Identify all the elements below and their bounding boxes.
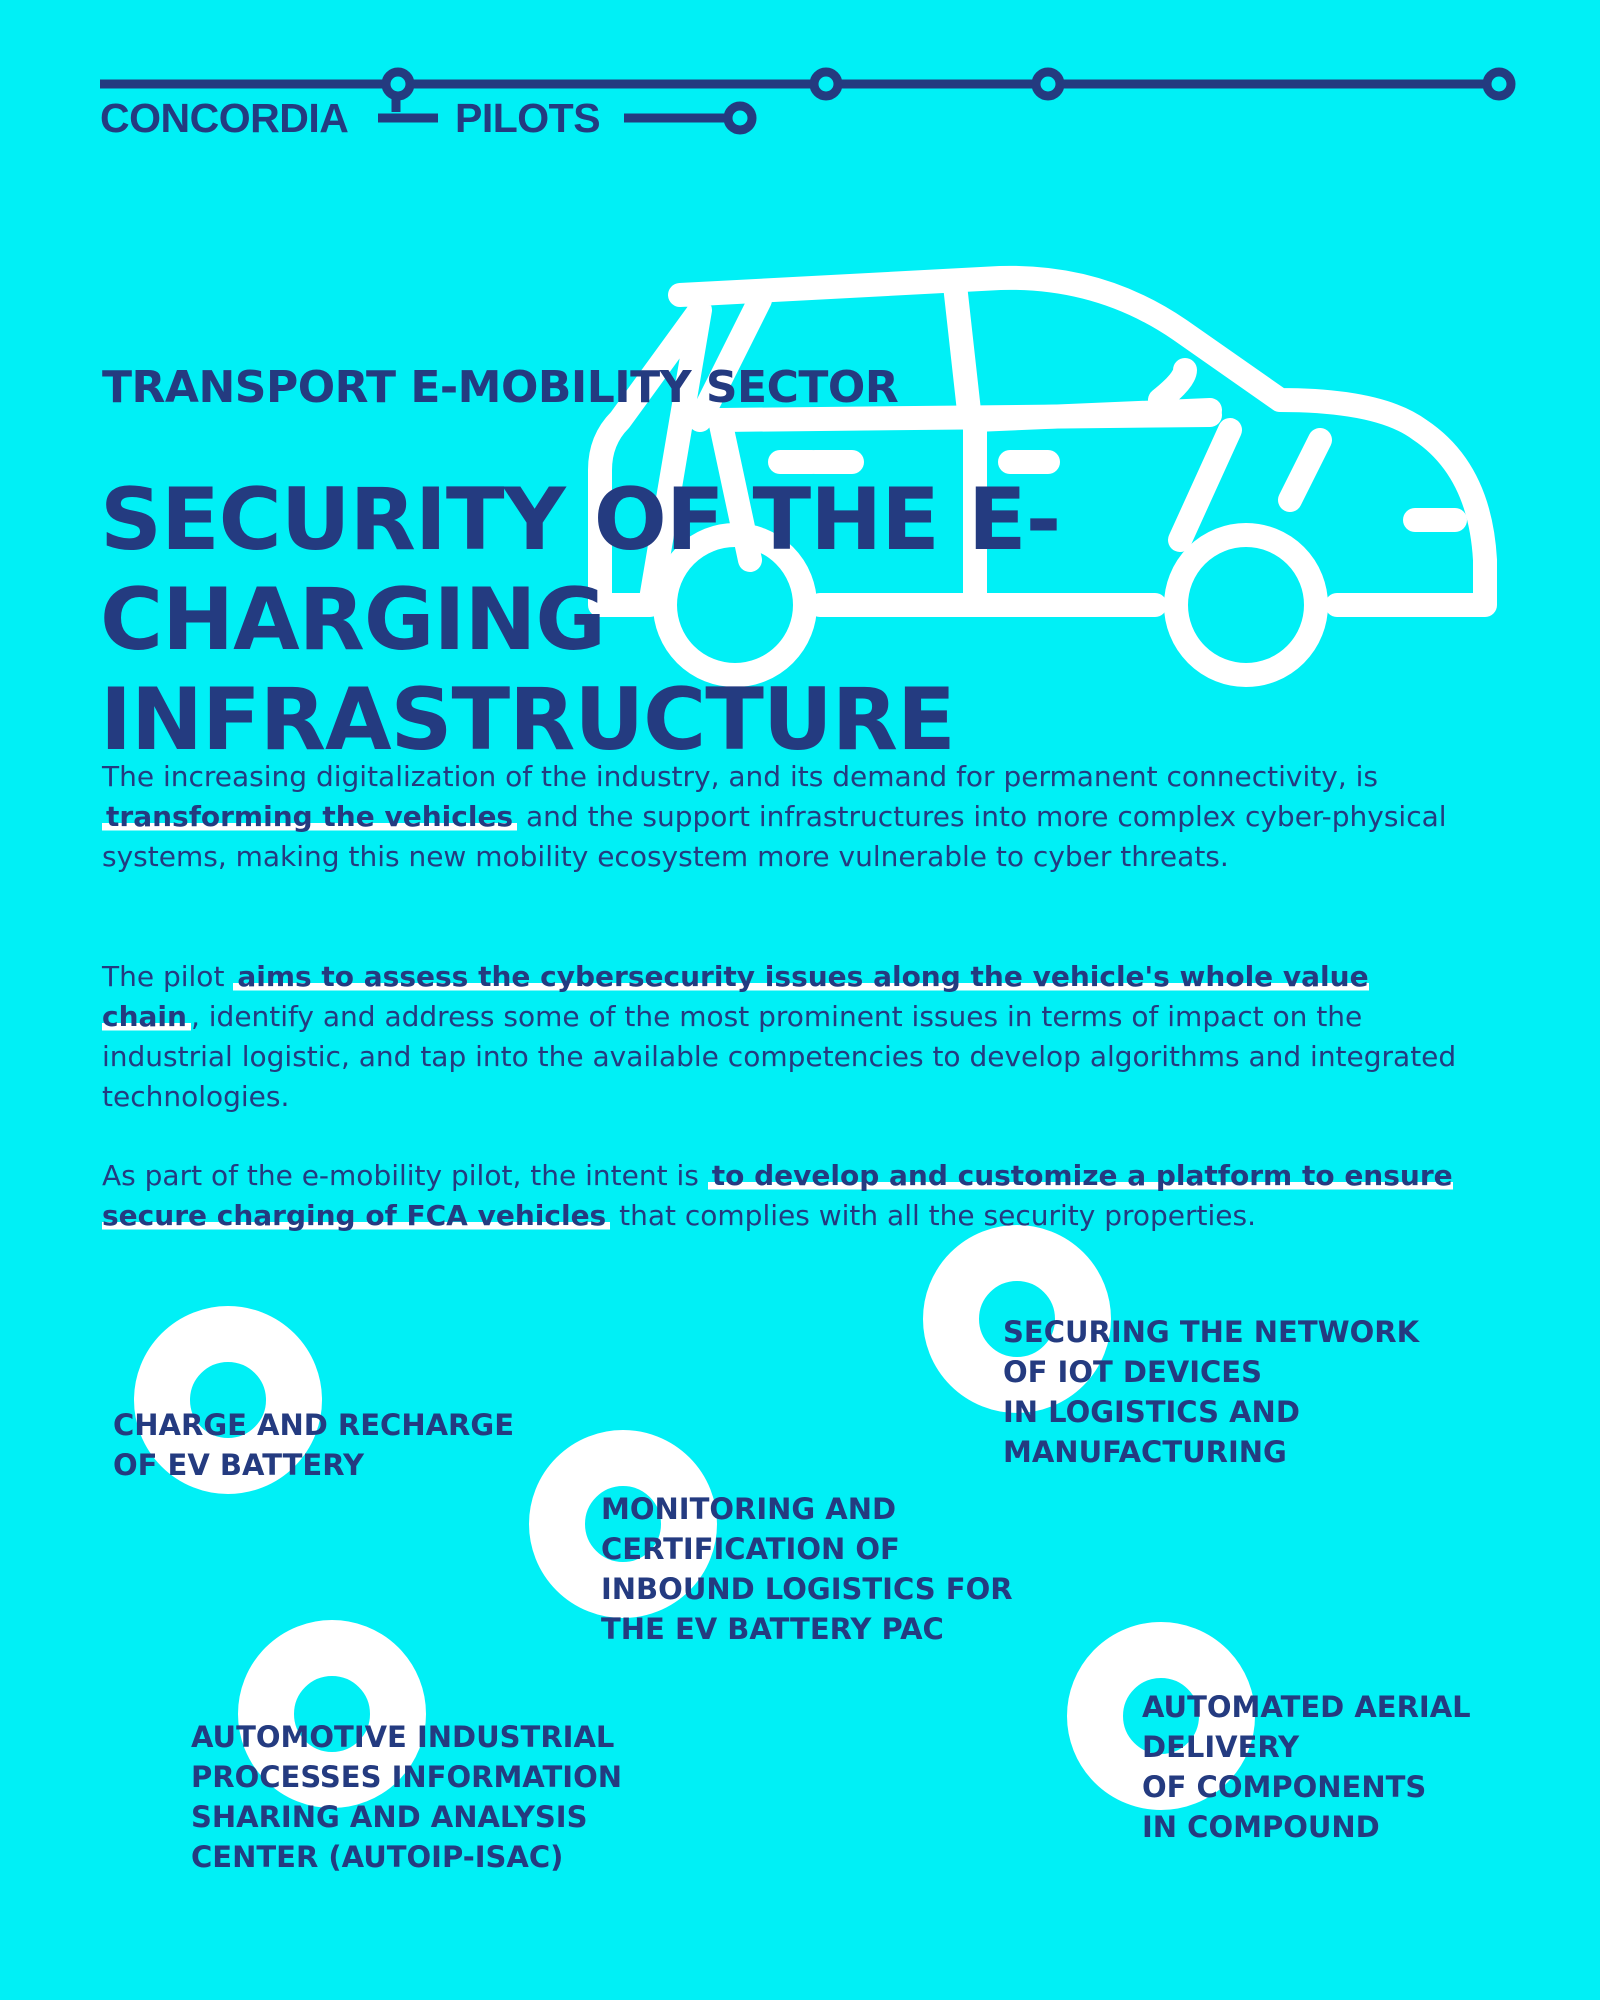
p1-highlight: transforming the vehicles: [102, 800, 517, 833]
topic-line: OF EV BATTERY: [113, 1448, 364, 1482]
intro-paragraph-3: [102, 1156, 1462, 1236]
p3-text-a: As part of the e-mobility pilot, the intent is: [102, 1159, 708, 1192]
p2-text-a: The pilot: [102, 960, 234, 993]
topic-charge-battery: [113, 1405, 514, 1485]
topic-line: SECURING THE NETWORK: [1003, 1315, 1420, 1349]
topic-line: OF COMPONENTS: [1142, 1770, 1427, 1804]
intro-paragraph-1: [102, 757, 1462, 877]
p1-text-b: and the support infrastructures into more complex cyber-physical systems, making this new mobility ecosystem more vulnerable to cyber threats.: [102, 800, 1447, 873]
logo-left-word: CONCORDIA: [100, 95, 349, 141]
topic-autoip-isac: [191, 1717, 622, 1877]
topic-line: CHARGE AND RECHARGE: [113, 1408, 515, 1442]
topic-line: OF IOT DEVICES: [1003, 1355, 1262, 1389]
p2-highlight: aims to assess the cybersecurity issues along the vehicle's whole value chain: [102, 960, 1369, 1033]
p3-highlight: to develop and customize a platform to ensure secure charging of FCA vehicles: [102, 1159, 1453, 1232]
topic-line: CERTIFICATION OF: [601, 1532, 900, 1566]
topic-inbound-logistics: [601, 1489, 1013, 1649]
logo-right-word: PILOTS: [455, 95, 601, 141]
topic-line: INBOUND LOGISTICS FOR: [601, 1572, 1013, 1606]
intro-paragraph-2: [102, 957, 1462, 1117]
topic-line: AUTOMOTIVE INDUSTRIAL: [191, 1720, 615, 1754]
p2-text-b: , identify and address some of the most prominent issues in terms of impact on the industrial logistic, and tap into the available competencies to develop algorithms and integrated technologies.: [102, 1000, 1457, 1113]
topic-line: IN LOGISTICS AND: [1003, 1395, 1300, 1429]
topic-line: THE EV BATTERY PAC: [601, 1612, 944, 1646]
page-title: [100, 470, 1520, 770]
topic-line: MANUFACTURING: [1003, 1435, 1287, 1469]
title-line-2: INFRASTRUCTURE: [100, 670, 955, 770]
topic-line: PROCESSES INFORMATION: [191, 1760, 622, 1794]
topic-line: SHARING AND ANALYSIS: [191, 1800, 588, 1834]
topic-line: AUTOMATED AERIAL: [1142, 1690, 1471, 1724]
sector-heading: TRANSPORT E-MOBILITY SECTOR: [102, 362, 899, 413]
topic-iot-network: [1003, 1312, 1419, 1472]
topic-line: DELIVERY: [1142, 1730, 1300, 1764]
title-line-1: SECURITY OF THE E-CHARGING: [100, 470, 1061, 670]
topic-line: CENTER (AUTOIP-ISAC): [191, 1840, 564, 1874]
topic-line: MONITORING AND: [601, 1492, 897, 1526]
p3-text-b: that complies with all the security properties.: [610, 1199, 1256, 1232]
p1-text-a: The increasing digitalization of the industry, and its demand for permanent connectivity, is: [102, 760, 1378, 793]
topic-aerial-delivery: [1142, 1687, 1471, 1847]
topic-line: IN COMPOUND: [1142, 1810, 1380, 1844]
